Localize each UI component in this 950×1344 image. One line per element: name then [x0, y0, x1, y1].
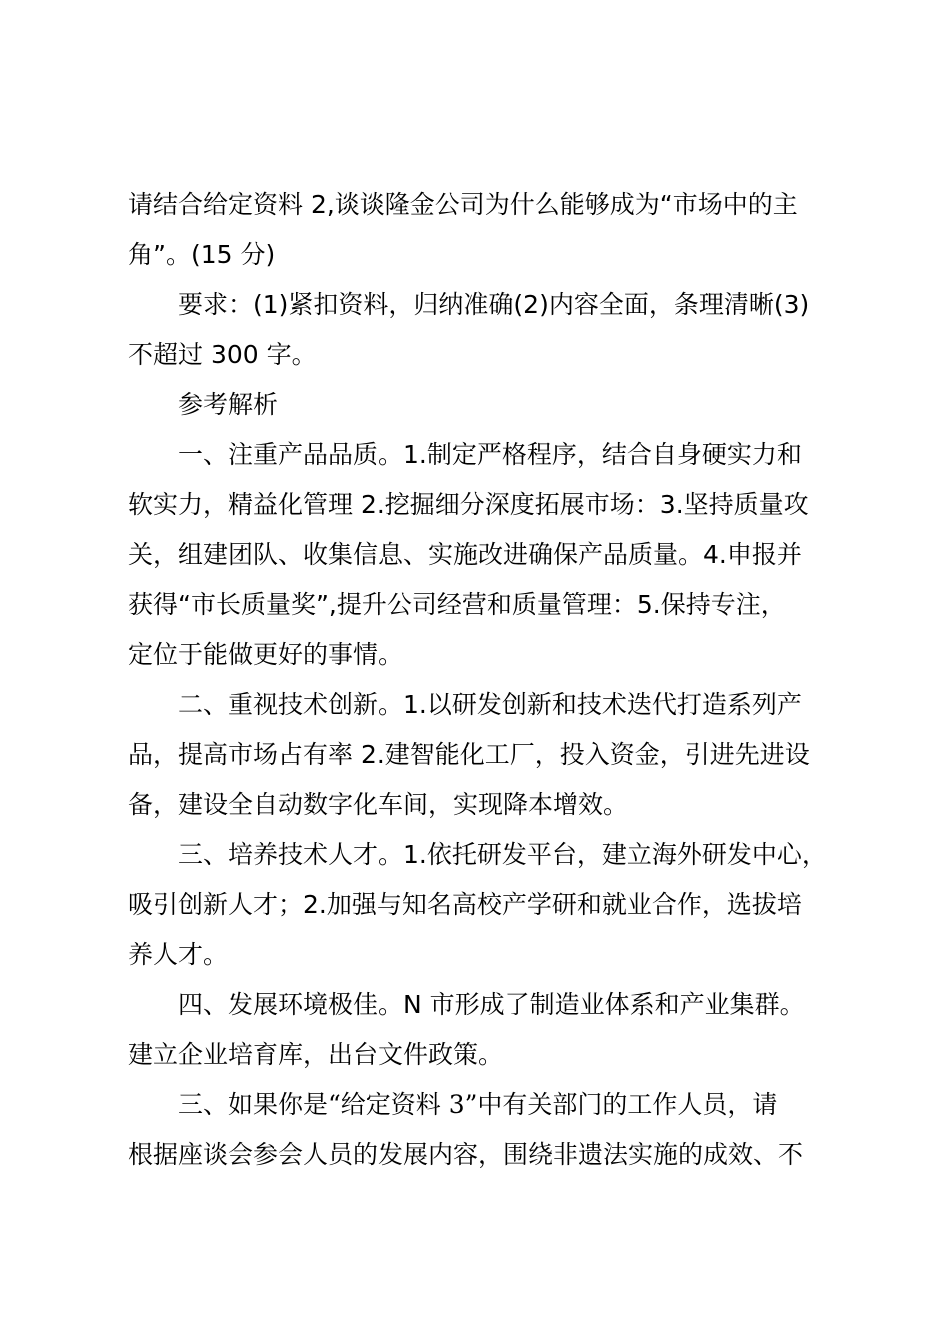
answer-point-1-line-1: 一、注重产品品质。1.制定严格程序，结合自身硬实力和	[178, 440, 802, 469]
answer-point-3-line-1: 三、培养技术人才。1.依托研发平台，建立海外研发中心，	[178, 840, 827, 869]
answer-point-2-line-1: 二、重视技术创新。1.以研发创新和技术迭代打造系列产	[178, 690, 802, 719]
question-line-2: 角”。(15 分)	[128, 240, 276, 269]
answer-point-4-line-1: 四、发展环境极佳。N 市形成了制造业体系和产业集群。	[178, 990, 805, 1019]
answer-point-4-line-2: 建立企业培育库，出台文件政策。	[128, 1040, 504, 1069]
requirement-line-1: 要求：(1)紧扣资料，归纳准确(2)内容全面，条理清晰(3)	[178, 290, 810, 319]
next-question-line-1: 三、如果你是“给定资料 3”中有关部门的工作人员，请	[178, 1090, 778, 1119]
next-question-line-2: 根据座谈会参会人员的发展内容，围绕非遗法实施的成效、不	[128, 1140, 804, 1169]
question-line-1: 请结合给定资料 2,谈谈隆金公司为什么能够成为“市场中的主	[128, 190, 798, 219]
answer-point-3-line-2: 吸引创新人才；2.加强与知名高校产学研和就业合作，选拔培	[128, 890, 802, 919]
answer-point-1-line-3: 关，组建团队、收集信息、实施改进确保产品质量。4.申报并	[128, 540, 802, 569]
requirement-line-2: 不超过 300 字。	[128, 340, 317, 369]
answer-point-1-line-2: 软实力，精益化管理 2.挖掘细分深度拓展市场：3.坚持质量攻	[128, 490, 809, 519]
answer-point-2-line-2: 品，提高市场占有率 2.建智能化工厂，投入资金，引进先进设	[128, 740, 810, 769]
answer-point-1-line-4: 获得“市长质量奖”,提升公司经营和质量管理：5.保持专注，	[128, 590, 786, 619]
answer-point-1-line-5: 定位于能做更好的事情。	[128, 640, 404, 669]
answer-point-3-line-3: 养人才。	[128, 940, 229, 969]
answer-point-2-line-3: 备，建设全自动数字化车间，实现降本增效。	[128, 790, 629, 819]
reference-heading: 参考解析	[178, 390, 279, 419]
